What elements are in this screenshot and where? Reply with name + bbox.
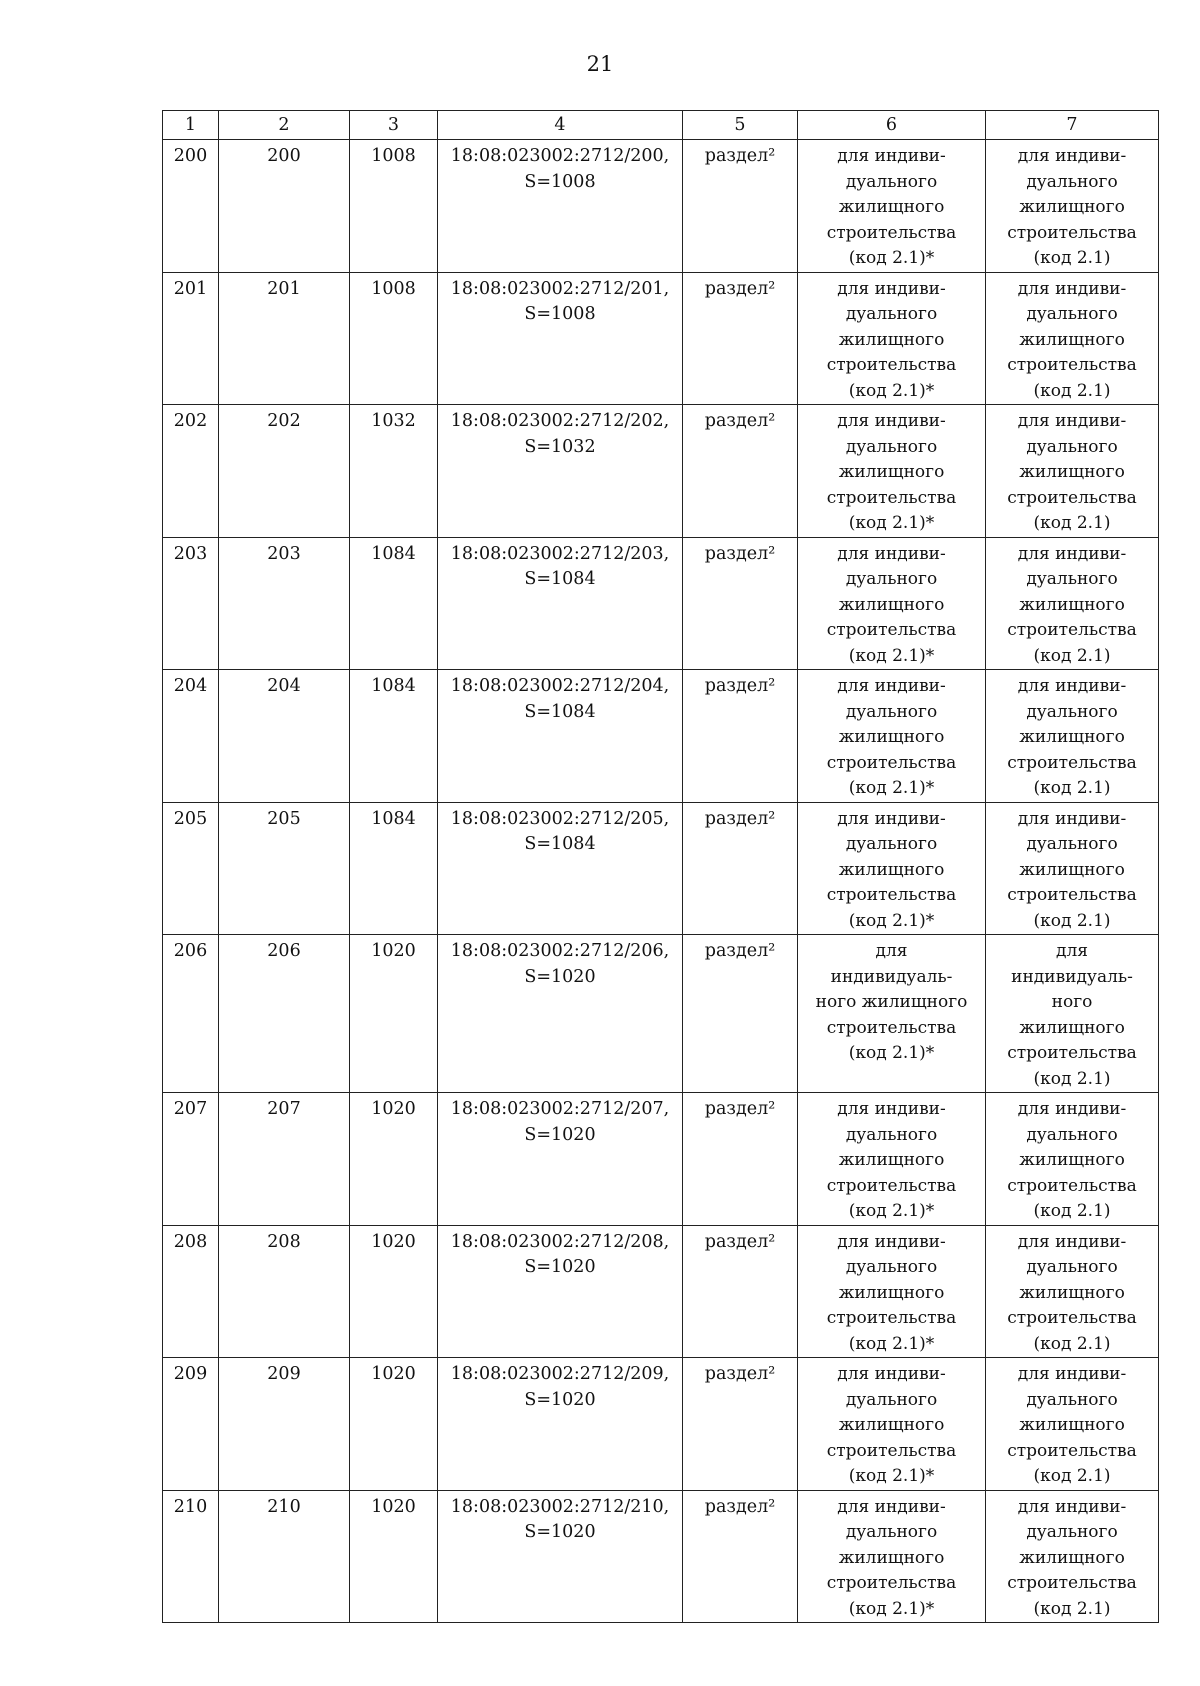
plot-number-cell: 206 (219, 935, 350, 1093)
land-use-type-cell (986, 1490, 1159, 1623)
land-use-type-cell (986, 272, 1159, 405)
land-use-type-cell-line: дуального (1026, 1124, 1118, 1145)
cadastral-number-cell-line: 18:08:023002:2712/201, (450, 278, 670, 299)
plot-number-cell: 207 (219, 1093, 350, 1226)
permitted-use-cell-line: (код 2.1)* (848, 513, 935, 533)
cadastral-number-cell (438, 140, 683, 273)
cadastral-number-cell-line: 18:08:023002:2712/205, (450, 808, 670, 829)
cadastral-number-cell-line: S=1084 (524, 701, 596, 722)
permitted-use-cell-line: для индиви- (837, 1496, 946, 1517)
land-use-type-cell-line: дуального (1026, 436, 1118, 457)
cadastral-number-cell (438, 1358, 683, 1491)
cadastral-number-cell-line: 18:08:023002:2712/207, (450, 1099, 670, 1119)
table-row (163, 935, 1159, 1093)
permitted-use-cell-line: строительства (826, 1017, 957, 1038)
cadastral-number-cell (438, 1225, 683, 1358)
table-row (163, 272, 1159, 405)
permitted-use-cell-line: строительства (826, 1308, 957, 1328)
land-use-type-cell (986, 802, 1159, 935)
row-number-cell: 200 (163, 140, 219, 273)
cadastral-number-cell (438, 670, 683, 803)
row-number-cell: 205 (163, 802, 219, 935)
column-header: 4 (438, 111, 683, 140)
cadastral-number-cell-line: 18:08:023002:2712/204, (450, 676, 670, 696)
land-use-type-cell-line: для индиви- (1017, 278, 1127, 299)
permitted-use-cell-line: дуального (845, 1389, 938, 1410)
formation-method-cell: раздел² (683, 272, 798, 405)
land-use-type-cell-line: для индиви- (1017, 411, 1127, 431)
cadastral-number-cell-line: S=1008 (524, 171, 596, 192)
land-use-type-cell (986, 1358, 1159, 1491)
land-use-type-cell-line: (код 2.1) (1033, 1598, 1111, 1619)
land-plot-table (162, 110, 1159, 1623)
formation-method-cell: раздел² (683, 935, 798, 1093)
permitted-use-cell-line: (код 2.1)* (848, 1333, 935, 1354)
permitted-use-cell-line: строительства (826, 222, 957, 243)
land-use-type-cell (986, 1225, 1159, 1358)
permitted-use-cell (798, 935, 986, 1093)
land-use-type-cell-line: дуального (1026, 1257, 1118, 1277)
land-use-type-cell-line: жилищного (1019, 1017, 1125, 1038)
cadastral-number-cell (438, 272, 683, 405)
permitted-use-cell-line: (код 2.1)* (848, 645, 935, 666)
cadastral-number-cell-line: S=1020 (524, 1124, 596, 1145)
land-use-type-cell-line: жилищного (1019, 1547, 1125, 1568)
row-number-cell: 201 (163, 272, 219, 405)
permitted-use-cell (798, 272, 986, 405)
land-use-type-cell-line: строительства (1007, 222, 1137, 243)
permitted-use-cell-line: жилищного (838, 197, 945, 217)
formation-method-cell: раздел² (683, 802, 798, 935)
land-use-type-cell-line: (код 2.1) (1033, 1466, 1111, 1486)
formation-method-cell: раздел² (683, 670, 798, 803)
table-row (163, 670, 1159, 803)
cadastral-number-cell-line: 18:08:023002:2712/206, (450, 941, 670, 961)
permitted-use-cell-line: дуального (845, 304, 938, 324)
cadastral-number-cell-line: S=1020 (524, 1522, 596, 1542)
table-body (163, 140, 1159, 1623)
land-use-type-cell-line: для индиви- (1017, 1231, 1127, 1252)
column-header: 7 (986, 111, 1159, 140)
permitted-use-cell-line: (код 2.1)* (848, 778, 935, 798)
land-use-type-cell-line: строительства (1007, 885, 1137, 905)
land-use-type-cell-line: для (1056, 941, 1088, 961)
formation-method-cell: раздел² (683, 537, 798, 670)
land-use-type-cell-line: дуального (1026, 304, 1118, 324)
permitted-use-cell (798, 140, 986, 273)
row-number-cell: 206 (163, 935, 219, 1093)
permitted-use-cell-line: жилищного (838, 727, 945, 747)
permitted-use-cell-line: дуального (845, 1124, 938, 1145)
land-use-type-cell-line: строительства (1007, 1175, 1137, 1196)
permitted-use-cell-line: для индиви- (837, 676, 946, 696)
permitted-use-cell-line: строительства (826, 355, 957, 375)
area-cell: 1020 (350, 1490, 438, 1623)
land-use-type-cell-line: для индиви- (1017, 676, 1127, 696)
permitted-use-cell-line: строительства (826, 487, 957, 508)
plot-number-cell: 210 (219, 1490, 350, 1623)
table-row (163, 1093, 1159, 1226)
land-use-type-cell-line: жилищного (1019, 1150, 1125, 1170)
cadastral-number-cell-line: 18:08:023002:2712/210, (450, 1496, 670, 1517)
permitted-use-cell-line: жилищного (838, 462, 945, 482)
land-use-type-cell-line: (код 2.1) (1033, 1333, 1111, 1354)
cadastral-number-cell-line: 18:08:023002:2712/208, (450, 1231, 670, 1252)
permitted-use-cell (798, 1358, 986, 1491)
formation-method-cell: раздел² (683, 1225, 798, 1358)
permitted-use-cell-line: жилищного (838, 594, 945, 615)
land-use-type-cell (986, 670, 1159, 803)
permitted-use-cell (798, 1093, 986, 1226)
cadastral-number-cell-line: 18:08:023002:2712/202, (450, 411, 670, 431)
permitted-use-cell-line: (код 2.1)* (848, 248, 935, 268)
land-use-type-cell (986, 1093, 1159, 1226)
cadastral-number-cell-line: S=1020 (524, 1257, 596, 1277)
land-use-type-cell-line: жилищного (1019, 594, 1125, 615)
row-number-cell: 208 (163, 1225, 219, 1358)
plot-number-cell: 208 (219, 1225, 350, 1358)
land-use-type-cell-line: для индиви- (1017, 543, 1127, 564)
cadastral-number-cell-line: 18:08:023002:2712/200, (450, 146, 670, 166)
land-use-type-cell (986, 405, 1159, 538)
land-use-type-cell-line: дуального (1026, 1389, 1118, 1410)
area-cell: 1084 (350, 802, 438, 935)
permitted-use-cell-line: индивидуаль- (830, 966, 953, 987)
table-row (163, 537, 1159, 670)
row-number-cell: 210 (163, 1490, 219, 1623)
cadastral-number-cell-line: S=1032 (524, 436, 596, 457)
land-use-type-cell-line: дуального (1026, 834, 1118, 854)
land-use-type-cell-line: (код 2.1) (1033, 513, 1111, 533)
cadastral-number-cell-line: 18:08:023002:2712/203, (450, 543, 670, 564)
permitted-use-cell (798, 802, 986, 935)
permitted-use-cell (798, 405, 986, 538)
permitted-use-cell-line: для индиви- (837, 1231, 946, 1252)
plot-number-cell: 201 (219, 272, 350, 405)
permitted-use-cell-line: жилищного (838, 329, 945, 350)
formation-method-cell: раздел² (683, 405, 798, 538)
permitted-use-cell-line: для (875, 941, 908, 961)
table-row (163, 802, 1159, 935)
table-row (163, 1490, 1159, 1623)
permitted-use-cell-line: для индиви- (837, 146, 946, 166)
permitted-use-cell (798, 670, 986, 803)
permitted-use-cell-line: строительства (826, 1440, 957, 1461)
formation-method-cell: раздел² (683, 1358, 798, 1491)
permitted-use-cell-line: (код 2.1)* (848, 1201, 935, 1221)
plot-number-cell: 203 (219, 537, 350, 670)
permitted-use-cell-line: ного жилищного (815, 992, 968, 1012)
area-cell: 1020 (350, 1358, 438, 1491)
permitted-use-cell-line: строительства (826, 752, 957, 773)
cadastral-number-cell-line: S=1008 (524, 304, 596, 324)
area-cell: 1084 (350, 537, 438, 670)
land-use-type-cell-line: (код 2.1) (1033, 910, 1111, 931)
area-cell: 1020 (350, 935, 438, 1093)
land-use-type-cell-line: дуального (1026, 171, 1118, 192)
cadastral-number-cell (438, 405, 683, 538)
land-use-type-cell-line: строительства (1007, 487, 1137, 508)
cadastral-number-cell (438, 935, 683, 1093)
table-row (163, 140, 1159, 273)
area-cell: 1008 (350, 140, 438, 273)
permitted-use-cell-line: строительства (826, 885, 957, 905)
cadastral-number-cell (438, 1093, 683, 1226)
land-use-type-cell-line: жилищного (1019, 329, 1125, 350)
land-use-type-cell-line: жилищного (1019, 859, 1125, 880)
plot-number-cell: 204 (219, 670, 350, 803)
permitted-use-cell-line: дуального (845, 171, 938, 192)
row-number-cell: 204 (163, 670, 219, 803)
land-use-type-cell (986, 140, 1159, 273)
area-cell: 1032 (350, 405, 438, 538)
permitted-use-cell-line: (код 2.1)* (848, 380, 935, 401)
formation-method-cell: раздел² (683, 1490, 798, 1623)
land-use-type-cell-line: строительства (1007, 1440, 1137, 1461)
land-use-type-cell-line: для индиви- (1017, 1099, 1127, 1119)
area-cell: 1020 (350, 1093, 438, 1226)
row-number-cell: 202 (163, 405, 219, 538)
permitted-use-cell-line: дуального (845, 436, 938, 457)
plot-number-cell: 202 (219, 405, 350, 538)
row-number-cell: 207 (163, 1093, 219, 1226)
permitted-use-cell-line: дуального (845, 1257, 938, 1277)
area-cell: 1008 (350, 272, 438, 405)
land-use-type-cell-line: жилищного (1019, 727, 1125, 747)
permitted-use-cell-line: жилищного (838, 1282, 945, 1303)
land-use-type-cell-line: строительства (1007, 620, 1137, 640)
permitted-use-cell-line: для индиви- (837, 543, 946, 564)
row-number-cell: 203 (163, 537, 219, 670)
land-use-type-cell-line: (код 2.1) (1033, 248, 1111, 268)
cadastral-number-cell-line: S=1084 (524, 569, 596, 589)
land-use-type-cell (986, 537, 1159, 670)
land-use-type-cell-line: ного (1051, 992, 1093, 1012)
permitted-use-cell (798, 1225, 986, 1358)
land-use-type-cell-line: (код 2.1) (1033, 1068, 1111, 1089)
permitted-use-cell-line: строительства (826, 1573, 957, 1593)
permitted-use-cell-line: для индиви- (837, 278, 946, 299)
column-header: 6 (798, 111, 986, 140)
land-use-type-cell-line: дуального (1026, 1522, 1118, 1542)
permitted-use-cell-line: строительства (826, 620, 957, 640)
permitted-use-cell-line: дуального (845, 1522, 938, 1542)
plot-number-cell: 200 (219, 140, 350, 273)
cadastral-number-cell-line: S=1020 (524, 1389, 596, 1410)
permitted-use-cell-line: жилищного (838, 1415, 945, 1435)
column-header: 3 (350, 111, 438, 140)
cadastral-number-cell-line: S=1020 (524, 966, 596, 987)
permitted-use-cell (798, 1490, 986, 1623)
land-use-type-cell-line: для индиви- (1017, 1496, 1127, 1517)
permitted-use-cell-line: строительства (826, 1175, 957, 1196)
permitted-use-cell-line: для индиви- (837, 808, 946, 829)
page-number: 21 (586, 52, 614, 76)
table-row (163, 1225, 1159, 1358)
formation-method-cell: раздел² (683, 1093, 798, 1226)
row-number-cell: 209 (163, 1358, 219, 1491)
land-use-type-cell-line: индивидуаль- (1011, 966, 1133, 987)
land-use-type-cell-line: для индиви- (1017, 1364, 1127, 1384)
permitted-use-cell-line: дуального (845, 701, 938, 722)
plot-number-cell: 209 (219, 1358, 350, 1491)
permitted-use-cell-line: для индиви- (837, 1099, 946, 1119)
land-use-type-cell-line: жилищного (1019, 462, 1125, 482)
cadastral-number-cell (438, 1490, 683, 1623)
cadastral-number-cell (438, 537, 683, 670)
column-header: 2 (219, 111, 350, 140)
permitted-use-cell-line: дуального (845, 569, 938, 589)
permitted-use-cell-line: для индиви- (837, 1364, 946, 1384)
permitted-use-cell-line: (код 2.1)* (848, 1466, 935, 1486)
column-header: 1 (163, 111, 219, 140)
column-header: 5 (683, 111, 798, 140)
permitted-use-cell-line: для индиви- (837, 411, 946, 431)
permitted-use-cell-line: жилищного (838, 1547, 945, 1568)
permitted-use-cell-line: жилищного (838, 1150, 945, 1170)
permitted-use-cell-line: дуального (845, 834, 938, 854)
land-use-type-cell-line: строительства (1007, 1043, 1137, 1063)
land-use-type-cell-line: (код 2.1) (1033, 778, 1111, 798)
land-use-type-cell-line: жилищного (1019, 197, 1125, 217)
cadastral-number-cell-line: S=1084 (524, 834, 596, 854)
land-use-type-cell-line: для индиви- (1017, 808, 1127, 829)
land-use-type-cell-line: строительства (1007, 1573, 1137, 1593)
area-cell: 1020 (350, 1225, 438, 1358)
land-use-type-cell-line: строительства (1007, 752, 1137, 773)
permitted-use-cell-line: жилищного (838, 859, 945, 880)
table-row (163, 405, 1159, 538)
table-row (163, 1358, 1159, 1491)
permitted-use-cell (798, 537, 986, 670)
permitted-use-cell-line: (код 2.1)* (848, 1598, 935, 1619)
land-use-type-cell-line: жилищного (1019, 1415, 1125, 1435)
land-use-type-cell-line: дуального (1026, 569, 1118, 589)
land-use-type-cell-line: строительства (1007, 1308, 1137, 1328)
land-use-type-cell-line: строительства (1007, 355, 1137, 375)
land-use-type-cell-line: (код 2.1) (1033, 1201, 1111, 1221)
land-use-type-cell-line: (код 2.1) (1033, 380, 1111, 401)
land-use-type-cell-line: (код 2.1) (1033, 645, 1111, 666)
cadastral-number-cell (438, 802, 683, 935)
land-use-type-cell-line: для индиви- (1017, 146, 1127, 166)
area-cell: 1084 (350, 670, 438, 803)
cadastral-number-cell-line: 18:08:023002:2712/209, (450, 1364, 670, 1384)
land-use-type-cell (986, 935, 1159, 1093)
permitted-use-cell-line: (код 2.1)* (848, 1043, 935, 1063)
permitted-use-cell-line: (код 2.1)* (848, 910, 935, 931)
land-use-type-cell-line: жилищного (1019, 1282, 1125, 1303)
plot-number-cell: 205 (219, 802, 350, 935)
land-use-type-cell-line: дуального (1026, 701, 1118, 722)
formation-method-cell: раздел² (683, 140, 798, 273)
header-row (163, 111, 1159, 140)
